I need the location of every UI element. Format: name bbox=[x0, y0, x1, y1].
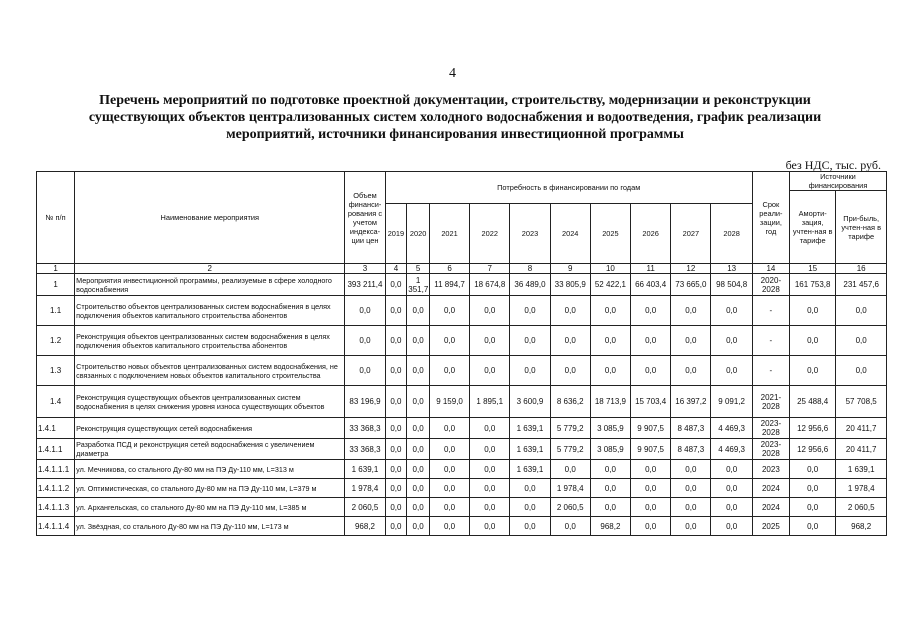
header-num: № п/п bbox=[37, 172, 75, 264]
year-value: 0,0 bbox=[671, 479, 711, 498]
year-value: 0,0 bbox=[510, 296, 550, 326]
implementation-term: - bbox=[752, 326, 789, 356]
table-row bbox=[37, 498, 887, 517]
header-name: Наименование мероприятия bbox=[75, 172, 345, 264]
year-value: 9 907,5 bbox=[631, 439, 671, 460]
year-value: 0,0 bbox=[671, 296, 711, 326]
implementation-term: 2023 bbox=[752, 460, 789, 479]
profit-value: 0,0 bbox=[836, 356, 887, 386]
header-year: 2028 bbox=[711, 204, 752, 264]
table-row bbox=[37, 356, 887, 386]
row-number: 1.4 bbox=[37, 386, 75, 418]
year-value: 0,0 bbox=[385, 439, 407, 460]
year-value: 0,0 bbox=[711, 326, 752, 356]
year-value: 0,0 bbox=[385, 479, 407, 498]
implementation-term: 2023-2028 bbox=[752, 439, 789, 460]
year-value: 0,0 bbox=[590, 326, 630, 356]
row-number: 1.4.1.1.3 bbox=[37, 498, 75, 517]
year-value: 0,0 bbox=[385, 386, 407, 418]
year-value: 0,0 bbox=[407, 386, 430, 418]
year-value: 0,0 bbox=[510, 479, 550, 498]
profit-value: 1 639,1 bbox=[836, 460, 887, 479]
year-value: 8 487,3 bbox=[671, 418, 711, 439]
header-year: 2022 bbox=[470, 204, 510, 264]
year-value: 0,0 bbox=[407, 418, 430, 439]
year-value: 0,0 bbox=[711, 460, 752, 479]
year-value: 0,0 bbox=[429, 460, 469, 479]
profit-value: 231 457,6 bbox=[836, 274, 887, 296]
column-number: 15 bbox=[789, 264, 835, 274]
year-value: 18 674,8 bbox=[470, 274, 510, 296]
header-amortization: Аморти-зация, учтен-ная в тарифе bbox=[789, 191, 835, 264]
year-value: 0,0 bbox=[470, 296, 510, 326]
year-value: 0,0 bbox=[590, 479, 630, 498]
amortization-value: 0,0 bbox=[789, 356, 835, 386]
header-year: 2023 bbox=[510, 204, 550, 264]
year-value: 0,0 bbox=[510, 356, 550, 386]
year-value: 0,0 bbox=[631, 498, 671, 517]
financing-volume: 33 368,3 bbox=[345, 439, 385, 460]
year-value: 0,0 bbox=[550, 356, 590, 386]
row-number: 1.4.1.1.1 bbox=[37, 460, 75, 479]
year-value: 0,0 bbox=[429, 498, 469, 517]
financing-volume: 393 211,4 bbox=[345, 274, 385, 296]
activity-name: ул. Архангельская, со стального Ду-80 мм на ПЭ Ду-110 мм, L=385 м bbox=[75, 498, 345, 517]
year-value: 3 085,9 bbox=[590, 418, 630, 439]
year-value: 0,0 bbox=[510, 517, 550, 536]
year-value: 0,0 bbox=[671, 356, 711, 386]
row-number: 1.3 bbox=[37, 356, 75, 386]
year-value: 0,0 bbox=[407, 326, 430, 356]
implementation-term: 2024 bbox=[752, 479, 789, 498]
year-value: 16 397,2 bbox=[671, 386, 711, 418]
table-row bbox=[37, 418, 887, 439]
activity-name: Мероприятия инвестиционной программы, реализуемые в сфере холодного водоснабжения bbox=[75, 274, 345, 296]
year-value: 0,0 bbox=[590, 498, 630, 517]
year-value: 0,0 bbox=[470, 498, 510, 517]
activity-name: Разработка ПСД и реконструкция сетей водоснабжения с увеличением диаметра bbox=[75, 439, 345, 460]
amortization-value: 0,0 bbox=[789, 517, 835, 536]
year-value: 3 600,9 bbox=[510, 386, 550, 418]
year-value: 0,0 bbox=[470, 439, 510, 460]
year-value: 18 713,9 bbox=[590, 386, 630, 418]
year-value: 0,0 bbox=[671, 460, 711, 479]
amortization-value: 0,0 bbox=[789, 296, 835, 326]
year-value: 0,0 bbox=[429, 479, 469, 498]
year-value: 1 978,4 bbox=[550, 479, 590, 498]
column-number: 3 bbox=[345, 264, 385, 274]
profit-value: 20 411,7 bbox=[836, 439, 887, 460]
year-value: 52 422,1 bbox=[590, 274, 630, 296]
profit-value: 2 060,5 bbox=[836, 498, 887, 517]
financing-volume: 0,0 bbox=[345, 296, 385, 326]
year-value: 0,0 bbox=[631, 479, 671, 498]
year-value: 1 639,1 bbox=[510, 460, 550, 479]
year-value: 36 489,0 bbox=[510, 274, 550, 296]
year-value: 4 469,3 bbox=[711, 439, 752, 460]
year-value: 0,0 bbox=[711, 479, 752, 498]
year-value: 8 487,3 bbox=[671, 439, 711, 460]
financing-volume: 33 368,3 bbox=[345, 418, 385, 439]
column-number: 4 bbox=[385, 264, 407, 274]
financing-volume: 2 060,5 bbox=[345, 498, 385, 517]
implementation-term: 2024 bbox=[752, 498, 789, 517]
column-number: 10 bbox=[590, 264, 630, 274]
profit-value: 0,0 bbox=[836, 296, 887, 326]
year-value: 0,0 bbox=[385, 296, 407, 326]
year-value: 0,0 bbox=[550, 296, 590, 326]
profit-value: 57 708,5 bbox=[836, 386, 887, 418]
header-year: 2025 bbox=[590, 204, 630, 264]
page-number: 4 bbox=[449, 66, 456, 81]
year-value: 0,0 bbox=[631, 356, 671, 386]
year-value: 0,0 bbox=[407, 498, 430, 517]
year-value: 0,0 bbox=[385, 460, 407, 479]
header-year: 2020 bbox=[407, 204, 430, 264]
year-value: 0,0 bbox=[429, 418, 469, 439]
amortization-value: 25 488,4 bbox=[789, 386, 835, 418]
year-value: 968,2 bbox=[590, 517, 630, 536]
year-value: 0,0 bbox=[711, 498, 752, 517]
investment-table bbox=[36, 171, 887, 536]
column-number: 12 bbox=[671, 264, 711, 274]
year-value: 98 504,8 bbox=[711, 274, 752, 296]
year-value: 0,0 bbox=[385, 418, 407, 439]
column-number: 7 bbox=[470, 264, 510, 274]
header-year: 2021 bbox=[429, 204, 469, 264]
year-value: 0,0 bbox=[631, 460, 671, 479]
table-row bbox=[37, 296, 887, 326]
row-number: 1.2 bbox=[37, 326, 75, 356]
column-number: 8 bbox=[510, 264, 550, 274]
year-value: 0,0 bbox=[407, 517, 430, 536]
units-note: без НДС, тыс. руб. bbox=[785, 158, 881, 172]
financing-volume: 968,2 bbox=[345, 517, 385, 536]
row-number: 1.4.1 bbox=[37, 418, 75, 439]
amortization-value: 0,0 bbox=[789, 498, 835, 517]
year-value: 0,0 bbox=[671, 517, 711, 536]
year-value: 3 085,9 bbox=[590, 439, 630, 460]
amortization-value: 12 956,6 bbox=[789, 439, 835, 460]
year-value: 0,0 bbox=[631, 326, 671, 356]
profit-value: 968,2 bbox=[836, 517, 887, 536]
year-value: 9 159,0 bbox=[429, 386, 469, 418]
year-value: 0,0 bbox=[385, 498, 407, 517]
year-value: 0,0 bbox=[550, 326, 590, 356]
header-year: 2019 bbox=[385, 204, 407, 264]
activity-name: ул. Мечникова, со стального Ду-80 мм на ПЭ Ду-110 мм, L=313 м bbox=[75, 460, 345, 479]
financing-volume: 0,0 bbox=[345, 326, 385, 356]
amortization-value: 0,0 bbox=[789, 460, 835, 479]
activity-name: Реконструкция объектов централизованных систем водоснабжения в целях подключения объектов капитального строительства абонентов bbox=[75, 326, 345, 356]
year-value: 15 703,4 bbox=[631, 386, 671, 418]
column-number: 2 bbox=[75, 264, 345, 274]
year-value: 0,0 bbox=[385, 517, 407, 536]
year-value: 0,0 bbox=[385, 356, 407, 386]
amortization-value: 161 753,8 bbox=[789, 274, 835, 296]
year-value: 1 351,7 bbox=[408, 275, 429, 294]
year-value: 0,0 bbox=[671, 498, 711, 517]
year-value: 5 779,2 bbox=[550, 418, 590, 439]
row-number: 1.4.1.1.2 bbox=[37, 479, 75, 498]
implementation-term: - bbox=[752, 296, 789, 326]
table-row bbox=[37, 460, 887, 479]
header-year: 2024 bbox=[550, 204, 590, 264]
year-value: 0,0 bbox=[407, 479, 430, 498]
year-value: 11 894,7 bbox=[429, 274, 469, 296]
column-number: 11 bbox=[631, 264, 671, 274]
year-value: 8 636,2 bbox=[550, 386, 590, 418]
year-value: 0,0 bbox=[407, 460, 430, 479]
year-value: 0,0 bbox=[470, 460, 510, 479]
activity-name: ул. Оптимистическая, со стального Ду-80 мм на ПЭ Ду-110 мм, L=379 м bbox=[75, 479, 345, 498]
column-number: 13 bbox=[711, 264, 752, 274]
year-value: 33 805,9 bbox=[550, 274, 590, 296]
year-value: 73 665,0 bbox=[671, 274, 711, 296]
table-row bbox=[37, 517, 887, 536]
year-value: 9 091,2 bbox=[711, 386, 752, 418]
year-value: 0,0 bbox=[671, 326, 711, 356]
year-value: 0,0 bbox=[470, 356, 510, 386]
financing-volume: 83 196,9 bbox=[345, 386, 385, 418]
year-value: 1 639,1 bbox=[510, 439, 550, 460]
implementation-term: 2021-2028 bbox=[752, 386, 789, 418]
table-row bbox=[37, 326, 887, 356]
year-value: 0,0 bbox=[385, 274, 407, 296]
year-value: 0,0 bbox=[590, 296, 630, 326]
year-value: 1 639,1 bbox=[510, 418, 550, 439]
amortization-value: 0,0 bbox=[789, 326, 835, 356]
column-number: 5 bbox=[407, 264, 430, 274]
row-number: 1.4.1.1.4 bbox=[37, 517, 75, 536]
activity-name: Строительство объектов централизованных систем водоснабжения в целях подключения объектов капитального строительства абонентов bbox=[75, 296, 345, 326]
column-number: 9 bbox=[550, 264, 590, 274]
year-value: 0,0 bbox=[590, 356, 630, 386]
header-year: 2027 bbox=[671, 204, 711, 264]
year-value: 0,0 bbox=[407, 296, 430, 326]
year-value: 0,0 bbox=[590, 460, 630, 479]
year-value: 2 060,5 bbox=[550, 498, 590, 517]
row-number: 1.1 bbox=[37, 296, 75, 326]
year-value: 0,0 bbox=[429, 356, 469, 386]
column-number: 16 bbox=[836, 264, 887, 274]
financing-volume: 1 639,1 bbox=[345, 460, 385, 479]
year-value: 0,0 bbox=[470, 479, 510, 498]
implementation-term: - bbox=[752, 356, 789, 386]
document-title: Перечень мероприятий по подготовке проектной документации, строительству, модернизации и реконструкции существующих объектов централизованных систем холодного водоснабжения и водоотведения, график реализации мероприятий, источники финансирования инвестиционной программы bbox=[88, 93, 822, 142]
year-value: 0,0 bbox=[429, 326, 469, 356]
year-value: 0,0 bbox=[429, 439, 469, 460]
table-row bbox=[37, 479, 887, 498]
year-value: 0,0 bbox=[711, 356, 752, 386]
profit-value: 20 411,7 bbox=[836, 418, 887, 439]
table-row bbox=[37, 439, 887, 460]
implementation-term: 2025 bbox=[752, 517, 789, 536]
financing-volume: 1 978,4 bbox=[345, 479, 385, 498]
column-number: 6 bbox=[429, 264, 469, 274]
year-value: 66 403,4 bbox=[631, 274, 671, 296]
year-value: 0,0 bbox=[510, 498, 550, 517]
header-sources: Источники финансирования bbox=[789, 172, 886, 191]
header-need: Потребность в финансировании по годам bbox=[385, 172, 752, 204]
implementation-term: 2023-2028 bbox=[752, 418, 789, 439]
year-value: 0,0 bbox=[470, 326, 510, 356]
activity-name: ул. Звёздная, со стального Ду-80 мм на ПЭ Ду-110 мм, L=173 м bbox=[75, 517, 345, 536]
profit-value: 1 978,4 bbox=[836, 479, 887, 498]
year-value: 4 469,3 bbox=[711, 418, 752, 439]
header-volume: Объем финанси-рования с учетом индекса-ции цен bbox=[345, 172, 385, 264]
year-value: 0,0 bbox=[429, 517, 469, 536]
table-row bbox=[37, 274, 887, 296]
year-value: 9 907,5 bbox=[631, 418, 671, 439]
row-number: 1 bbox=[37, 274, 75, 296]
activity-name: Реконструкция существующих сетей водоснабжения bbox=[75, 418, 345, 439]
header-term: Срок реали-зации, год bbox=[752, 172, 789, 264]
profit-value: 0,0 bbox=[836, 326, 887, 356]
year-value: 0,0 bbox=[385, 326, 407, 356]
year-value: 0,0 bbox=[429, 296, 469, 326]
year-value: 0,0 bbox=[550, 517, 590, 536]
year-value: 0,0 bbox=[711, 517, 752, 536]
amortization-value: 12 956,6 bbox=[789, 418, 835, 439]
column-number: 14 bbox=[752, 264, 789, 274]
year-value: 0,0 bbox=[631, 296, 671, 326]
row-number: 1.4.1.1 bbox=[37, 439, 75, 460]
implementation-term: 2020-2028 bbox=[752, 274, 789, 296]
year-value: 0,0 bbox=[407, 439, 430, 460]
column-number: 1 bbox=[37, 264, 75, 274]
financing-volume: 0,0 bbox=[345, 356, 385, 386]
year-value: 0,0 bbox=[550, 460, 590, 479]
year-value: 0,0 bbox=[407, 356, 430, 386]
activity-name: Реконструкция существующих объектов централизованных систем водоснабжения в целях снижения уровня износа существующих объектов bbox=[75, 386, 345, 418]
year-value: 1 895,1 bbox=[470, 386, 510, 418]
year-value: 0,0 bbox=[470, 418, 510, 439]
amortization-value: 0,0 bbox=[789, 479, 835, 498]
year-value: 0,0 bbox=[631, 517, 671, 536]
year-value: 0,0 bbox=[510, 326, 550, 356]
table-row bbox=[37, 386, 887, 418]
year-value: 0,0 bbox=[711, 296, 752, 326]
header-profit: При-быль, учтен-ная в тарифе bbox=[836, 191, 887, 264]
activity-name: Строительство новых объектов централизованных систем водоснабжения, не связанных с подключением новых объектов капитального строительства bbox=[75, 356, 345, 386]
year-value: 5 779,2 bbox=[550, 439, 590, 460]
year-value: 0,0 bbox=[470, 517, 510, 536]
header-year: 2026 bbox=[631, 204, 671, 264]
